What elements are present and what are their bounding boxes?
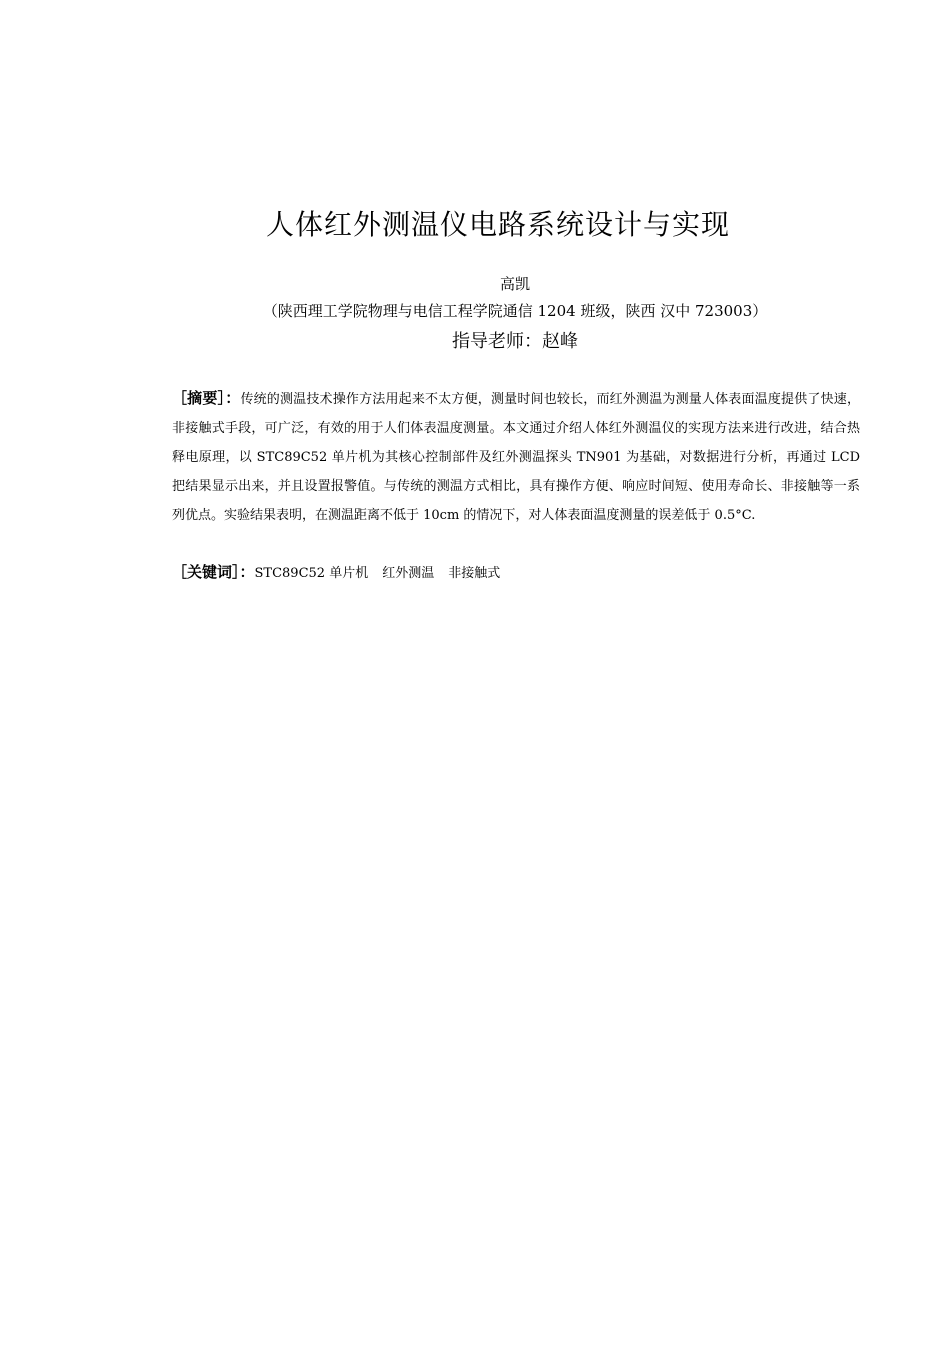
abstract-text: 传统的测温技术操作方法用起来不太方便，测量时间也较长，而红外测温为测量人体表面温度提供了快速，非接触式手段，可广泛，有效的用于人们体表温度测量。本文通过介绍人体红外测温仪的实现方法来进行改进，结合热释电原理，以 STC89C52 单片机为其核心控制部件及红外测温探头 TN901 为基础，对数据进行分析，再通过 LCD 把结果显示出来，并且设置报警值。与传统的测温方式相比，具有操作方便、响应时间短、使用寿命长、非接触等一系列优点。实验结果表明，在测温距离不低于 10cm 的情况下，对人体表面温度测量的误差低于 0.5°C. bbox=[172, 392, 860, 523]
abstract-paragraph bbox=[172, 384, 860, 530]
author-affiliation: （陕西理工学院物理与电信工程学院通信 1204 班级，陕西 汉中 723003） bbox=[262, 302, 768, 320]
keywords-label: ［关键词］： bbox=[172, 563, 255, 581]
keyword-item: 红外测温 bbox=[382, 566, 435, 581]
advisor-line: 指导老师：赵峰 bbox=[452, 331, 578, 352]
keyword-item: 非接触式 bbox=[448, 566, 501, 581]
keywords-line bbox=[172, 558, 860, 588]
author-name: 高凯 bbox=[499, 275, 530, 293]
abstract-label: ［摘要］： bbox=[172, 389, 241, 407]
keyword-item: STC89C52 单片机 bbox=[254, 566, 369, 581]
paper-title: 人体红外测温仪电路系统设计与实现 bbox=[265, 208, 730, 241]
